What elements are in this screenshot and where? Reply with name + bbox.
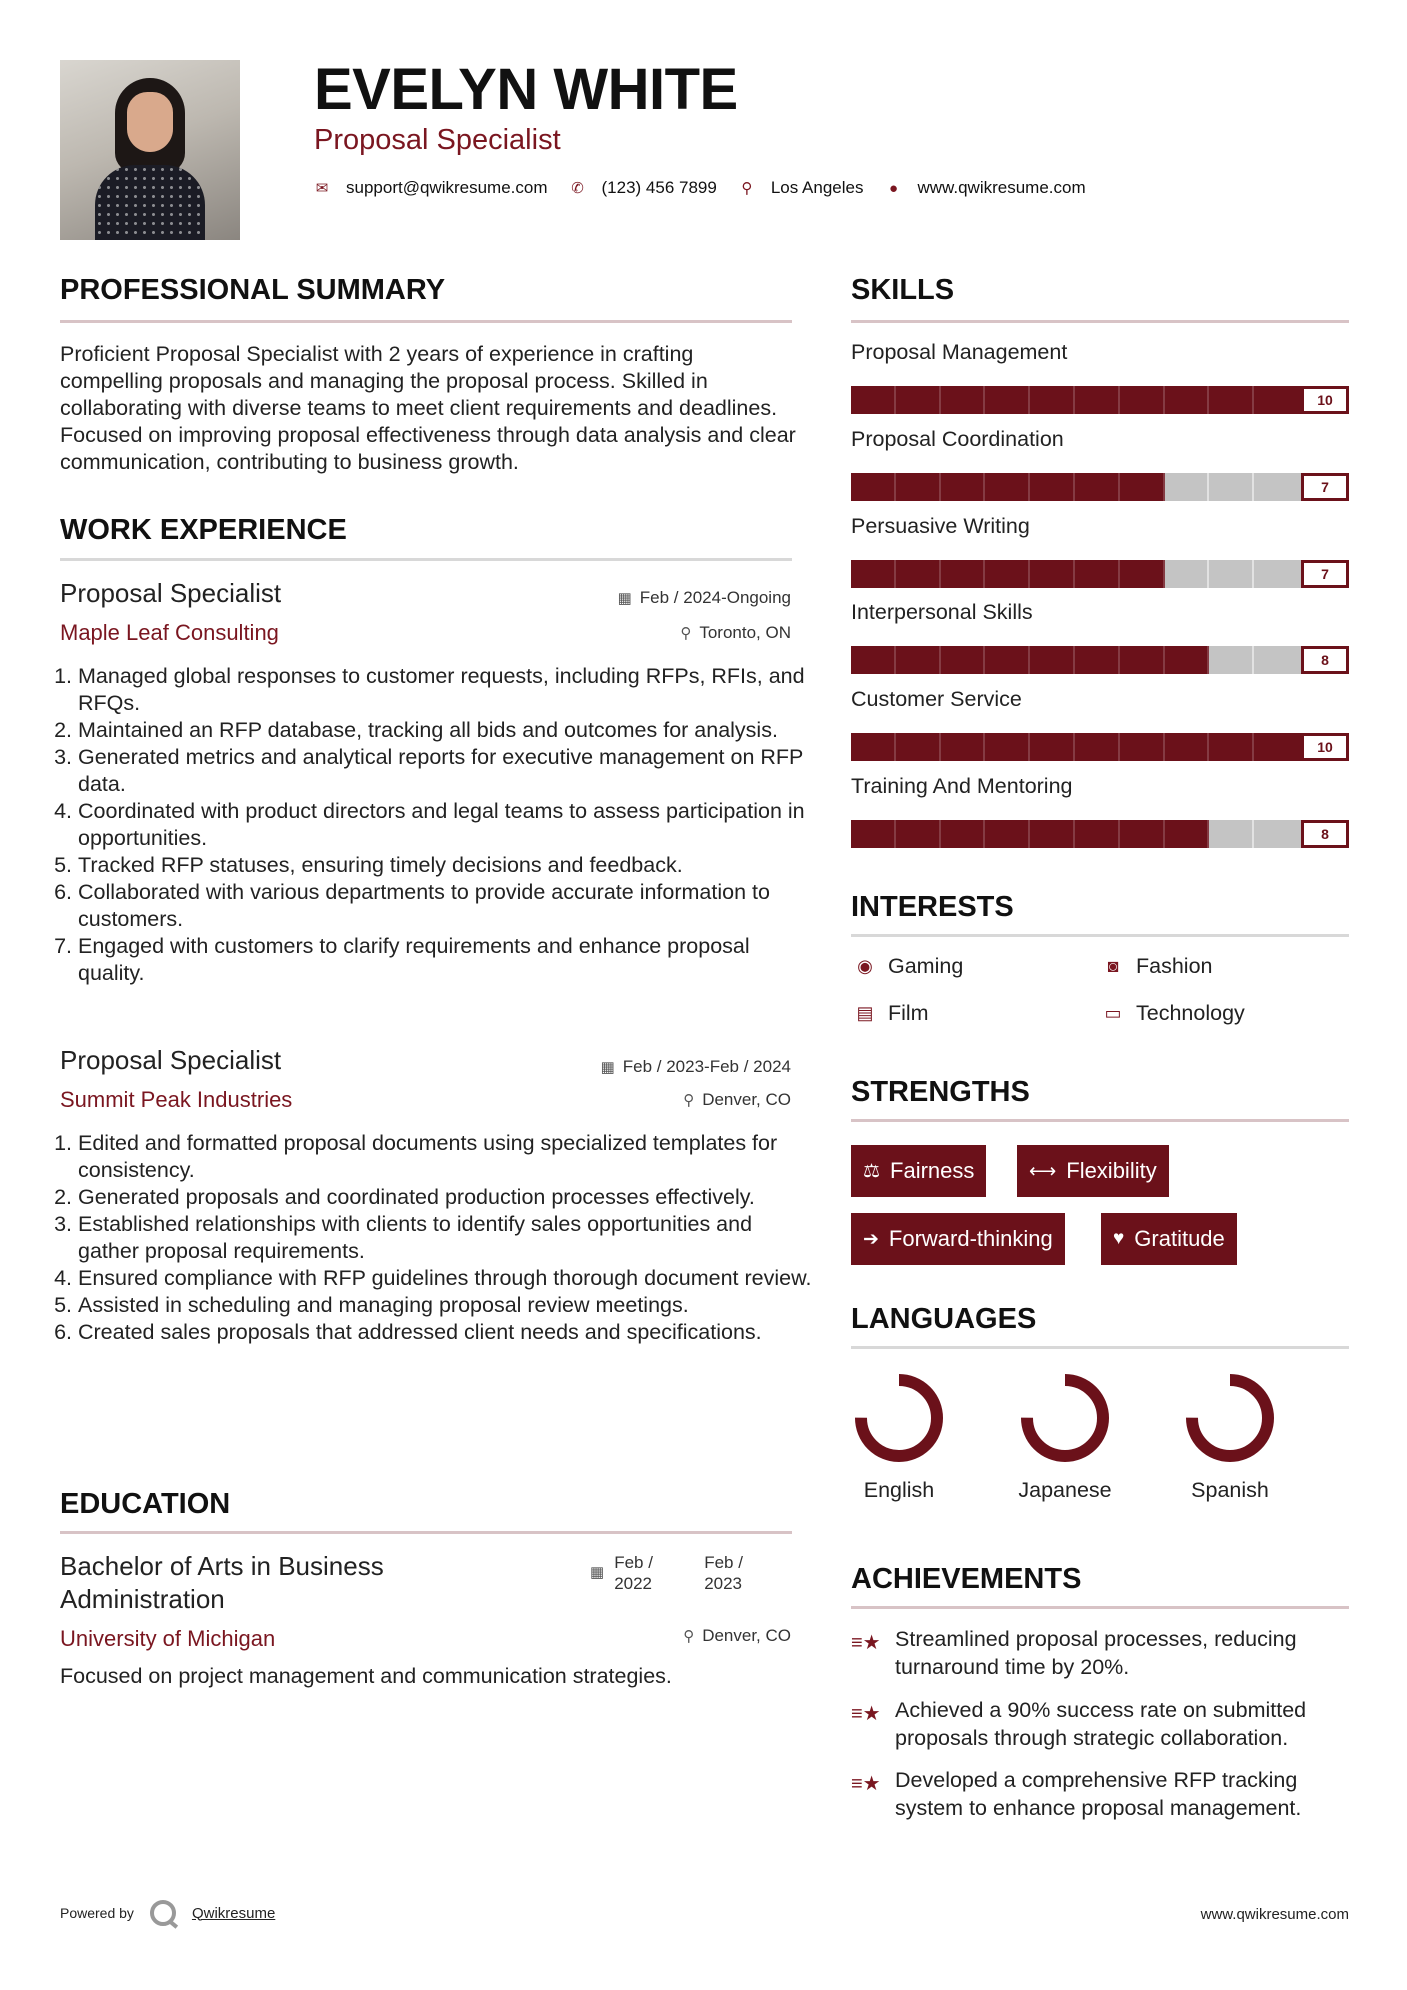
job-dates: ▦ Feb / 2024-Ongoing — [617, 588, 791, 607]
skill-bar-filled-segment — [851, 733, 896, 761]
skill-bar-filled-segment — [985, 733, 1030, 761]
pin-icon: ⚲ — [683, 1092, 695, 1109]
skill-bar-filled-segment — [985, 646, 1030, 674]
skill-item — [851, 340, 1349, 414]
list-item: 6. Collaborated with various departments to provide accurate information to customers. — [78, 879, 818, 933]
list-item: 3. Established relationships with clients to identify sales opportunities and gather proposal requirements. — [78, 1211, 818, 1265]
strength-chip-gratitude: ♥ Gratitude — [1101, 1213, 1237, 1265]
website-link[interactable]: www.qwikresume.com — [917, 178, 1086, 197]
skill-score: 7 — [1301, 473, 1349, 501]
start-date: Feb / 2022 — [614, 1553, 653, 1593]
skill-label: Interpersonal Skills — [851, 600, 1033, 624]
education-divider — [60, 1531, 792, 1534]
skill-bar — [851, 820, 1349, 848]
skill-bar-empty-segment — [1209, 473, 1254, 501]
powered-by-text: Powered by — [60, 1905, 134, 1921]
achievement-item: ≡★ Streamlined proposal processes, reducing turnaround time by 20%. — [851, 1627, 1297, 1679]
summary-divider — [60, 320, 792, 323]
laptop-icon: ▭ — [1104, 1003, 1122, 1023]
envelope-icon: ✉ — [315, 180, 329, 197]
skill-bar-filled-segment — [1075, 386, 1120, 414]
footer-branding — [60, 1900, 275, 1926]
phone-icon: ✆ — [571, 180, 584, 197]
calendar-icon: ▦ — [600, 1059, 615, 1076]
skill-bar-empty-segment — [1209, 646, 1254, 674]
skill-score: 10 — [1301, 386, 1349, 414]
calendar-icon: ▦ — [590, 1564, 605, 1581]
achievement-item: ≡★ Developed a comprehensive RFP tracking system to enhance proposal management. — [851, 1768, 1302, 1820]
profile-photo — [60, 60, 240, 240]
skill-bar — [851, 473, 1349, 501]
email-link[interactable]: support@qwikresume.com — [346, 178, 548, 197]
list-item: 5. Tracked RFP statuses, ensuring timely decisions and feedback. — [78, 852, 818, 879]
job-title: Proposal Specialist — [60, 1045, 282, 1075]
star-icon: ≡★ — [851, 1773, 881, 1795]
job-company: Summit Peak Industries — [60, 1087, 293, 1112]
skill-bar-filled-segment — [1030, 386, 1075, 414]
heart-icon: ♥ — [1113, 1228, 1125, 1249]
skill-item — [851, 427, 1349, 501]
star-icon: ≡★ — [851, 1632, 881, 1654]
skill-score: 8 — [1301, 646, 1349, 674]
skill-bar-filled-segment — [896, 386, 941, 414]
balance-scale-icon: ⚖ — [863, 1160, 881, 1182]
skill-bar-filled-segment — [896, 733, 941, 761]
skill-score: 10 — [1301, 733, 1349, 761]
language-level-arc — [861, 1380, 937, 1456]
skill-bar-filled-segment — [1209, 733, 1254, 761]
skill-bar-filled-segment — [851, 560, 896, 588]
list-item: 6. Created sales proposals that addressed client needs and specifications. — [78, 1319, 818, 1346]
language-level-ring — [851, 1370, 947, 1466]
skill-bar-filled-segment — [1075, 560, 1120, 588]
experience-divider — [60, 558, 792, 561]
skill-score: 7 — [1301, 560, 1349, 588]
contact-row — [314, 178, 1108, 198]
skill-label: Proposal Coordination — [851, 427, 1064, 451]
pin-icon: ⚲ — [680, 625, 692, 642]
skill-bar-filled-segment — [1075, 733, 1120, 761]
skill-bar-empty-segment — [1165, 560, 1210, 588]
language-item — [1005, 1370, 1125, 1503]
map-marker-icon: ⚲ — [741, 180, 753, 197]
skill-bar-filled-segment — [1030, 733, 1075, 761]
language-level-ring — [1017, 1370, 1113, 1466]
interest-item-gaming: ◉ Gaming — [851, 954, 963, 979]
film-icon: ▤ — [856, 1003, 874, 1023]
skill-label: Persuasive Writing — [851, 514, 1030, 538]
summary-text: Proficient Proposal Specialist with 2 years of experience in crafting compelling proposals and managing the proposal process. Skilled in collaborating with diverse teams to meet client requirements and deadlines. Focused on improving proposal effectiveness through data analysis and clear communication, contributing to business growth. — [60, 342, 796, 474]
strengths-divider — [851, 1119, 1349, 1122]
skill-label: Customer Service — [851, 687, 1022, 711]
skill-bar-empty-segment — [1165, 473, 1210, 501]
job-company: Maple Leaf Consulting — [60, 620, 279, 645]
brand-link[interactable]: Qwikresume — [191, 1904, 276, 1922]
summary-heading: PROFESSIONAL SUMMARY — [60, 274, 446, 306]
skill-bar-filled-segment — [1030, 646, 1075, 674]
job-responsibilities — [60, 663, 818, 987]
footer-website-link[interactable]: www.qwikresume.com — [1200, 1906, 1349, 1923]
skill-bar — [851, 386, 1349, 414]
skill-bar-filled-segment — [1165, 733, 1210, 761]
skill-item — [851, 514, 1349, 588]
skill-bar-filled-segment — [1075, 820, 1120, 848]
skill-bar-filled-segment — [941, 733, 986, 761]
location: Los Angeles — [770, 178, 864, 197]
list-item: 1. Edited and formatted proposal documents using specialized templates for consistency. — [78, 1130, 818, 1184]
phone-number: (123) 456 7899 — [601, 178, 717, 197]
skill-bar-filled-segment — [851, 820, 896, 848]
skill-bar-filled-segment — [1030, 560, 1075, 588]
job-location: ⚲ Toronto, ON — [680, 623, 791, 642]
arrows-horizontal-icon: ⟷ — [1029, 1160, 1057, 1182]
interest-item-fashion: ◙ Fashion — [1099, 954, 1213, 979]
skill-bar-filled-segment — [1075, 646, 1120, 674]
job-responsibilities — [60, 1130, 818, 1346]
skill-bar-filled-segment — [896, 646, 941, 674]
skill-bar-filled-segment — [941, 473, 986, 501]
achievements-divider — [851, 1606, 1349, 1609]
job-location: ⚲ Denver, CO — [683, 1090, 791, 1109]
candidate-title: Proposal Specialist — [314, 124, 561, 156]
skill-bar-filled-segment — [1120, 473, 1165, 501]
interest-item-technology: ▭ Technology — [1099, 1001, 1245, 1026]
languages-divider — [851, 1346, 1349, 1349]
list-item: 2. Maintained an RFP database, tracking all bids and outcomes for analysis. — [78, 717, 818, 744]
skill-bar-filled-segment — [1165, 820, 1210, 848]
list-item: 7. Engaged with customers to clarify requirements and enhance proposal quality. — [78, 933, 818, 987]
skill-label: Training And Mentoring — [851, 774, 1073, 798]
arrow-right-icon: ➔ — [863, 1228, 879, 1250]
language-label: English — [863, 1478, 935, 1502]
skill-bar-filled-segment — [941, 560, 986, 588]
experience-heading: WORK EXPERIENCE — [60, 514, 347, 546]
language-label: Spanish — [1191, 1478, 1269, 1502]
candidate-name: EVELYN WHITE — [314, 57, 738, 122]
skill-bar-filled-segment — [1209, 386, 1254, 414]
skill-bar — [851, 733, 1349, 761]
skill-bar-filled-segment — [1120, 820, 1165, 848]
skill-bar-empty-segment — [1209, 820, 1254, 848]
skill-bar-filled-segment — [985, 820, 1030, 848]
calendar-icon: ▦ — [617, 590, 632, 607]
strength-chip-forward-thinking: ➔ Forward-thinking — [851, 1213, 1065, 1265]
end-date: Feb / 2023 — [704, 1553, 743, 1593]
skill-bar — [851, 560, 1349, 588]
skill-bar-empty-segment — [1209, 560, 1254, 588]
skill-bar-filled-segment — [1120, 386, 1165, 414]
language-level-ring — [1182, 1370, 1278, 1466]
language-level-arc — [1192, 1380, 1268, 1456]
education-location: ⚲ Denver, CO — [683, 1626, 791, 1645]
skill-bar-filled-segment — [896, 560, 941, 588]
skill-bar-filled-segment — [896, 820, 941, 848]
interests-heading: INTERESTS — [851, 891, 1014, 923]
list-item: 4. Coordinated with product directors and legal teams to assess participation in opportunities. — [78, 798, 818, 852]
school: University of Michigan — [60, 1626, 276, 1651]
skill-bar-filled-segment — [941, 646, 986, 674]
skill-score: 8 — [1301, 820, 1349, 848]
gamepad-icon: ◉ — [857, 956, 873, 976]
skill-bar-filled-segment — [985, 386, 1030, 414]
list-item: 3. Generated metrics and analytical reports for executive management on RFP data. — [78, 744, 818, 798]
skill-bar-filled-segment — [1120, 733, 1165, 761]
strengths-heading: STRENGTHS — [851, 1076, 1030, 1108]
list-item: 5. Assisted in scheduling and managing proposal review meetings. — [78, 1292, 818, 1319]
skill-bar-filled-segment — [985, 473, 1030, 501]
language-item — [839, 1370, 959, 1503]
skill-item — [851, 774, 1349, 848]
education-heading: EDUCATION — [60, 1488, 231, 1520]
list-item: 1. Managed global responses to customer requests, including RFPs, RFIs, and RFQs. — [78, 663, 818, 717]
skill-bar-filled-segment — [1030, 473, 1075, 501]
skill-label: Proposal Management — [851, 340, 1068, 364]
skills-heading: SKILLS — [851, 274, 955, 306]
language-label: Japanese — [1018, 1478, 1112, 1502]
languages-heading: LANGUAGES — [851, 1303, 1037, 1335]
skill-bar-filled-segment — [1120, 560, 1165, 588]
skill-item — [851, 600, 1349, 674]
strength-chip-flexibility: ⟷ Flexibility — [1017, 1145, 1169, 1197]
skill-bar-filled-segment — [941, 386, 986, 414]
skill-bar-filled-segment — [985, 560, 1030, 588]
language-item — [1170, 1370, 1290, 1503]
skill-bar-filled-segment — [851, 646, 896, 674]
qwikresume-logo-icon — [150, 1900, 176, 1926]
list-item: 4. Ensured compliance with RFP guidelines through thorough document review. — [78, 1265, 818, 1292]
skill-bar-filled-segment — [1165, 386, 1210, 414]
job-dates: ▦ Feb / 2023-Feb / 2024 — [600, 1057, 791, 1076]
achievement-item: ≡★ Achieved a 90% success rate on submitted proposals through strategic collaboration. — [851, 1698, 1307, 1750]
globe-icon: ● — [888, 179, 898, 197]
interests-divider — [851, 934, 1349, 937]
skill-bar-filled-segment — [1165, 646, 1210, 674]
education-dates — [590, 1552, 774, 1594]
language-level-arc — [1027, 1380, 1103, 1456]
skill-item — [851, 687, 1349, 761]
skill-bar-filled-segment — [851, 386, 896, 414]
star-icon: ≡★ — [851, 1703, 881, 1725]
skill-bar — [851, 646, 1349, 674]
skill-bar-filled-segment — [896, 473, 941, 501]
degree: Bachelor of Arts in Business Administration — [60, 1551, 384, 1614]
education-description: Focused on project management and communication strategies. — [60, 1664, 672, 1688]
list-item: 2. Generated proposals and coordinated production processes effectively. — [78, 1184, 818, 1211]
skills-divider — [851, 320, 1349, 323]
skill-bar-filled-segment — [1120, 646, 1165, 674]
shopping-bag-icon: ◙ — [1107, 956, 1119, 976]
job-title: Proposal Specialist — [60, 578, 282, 608]
strength-chip-fairness: ⚖ Fairness — [851, 1145, 986, 1197]
pin-icon: ⚲ — [683, 1628, 695, 1645]
skill-bar-filled-segment — [851, 473, 896, 501]
skill-bar-filled-segment — [941, 820, 986, 848]
achievements-heading: ACHIEVEMENTS — [851, 1563, 1082, 1595]
interest-item-film: ▤ Film — [851, 1001, 929, 1026]
skill-bar-filled-segment — [1075, 473, 1120, 501]
skill-bar-filled-segment — [1030, 820, 1075, 848]
